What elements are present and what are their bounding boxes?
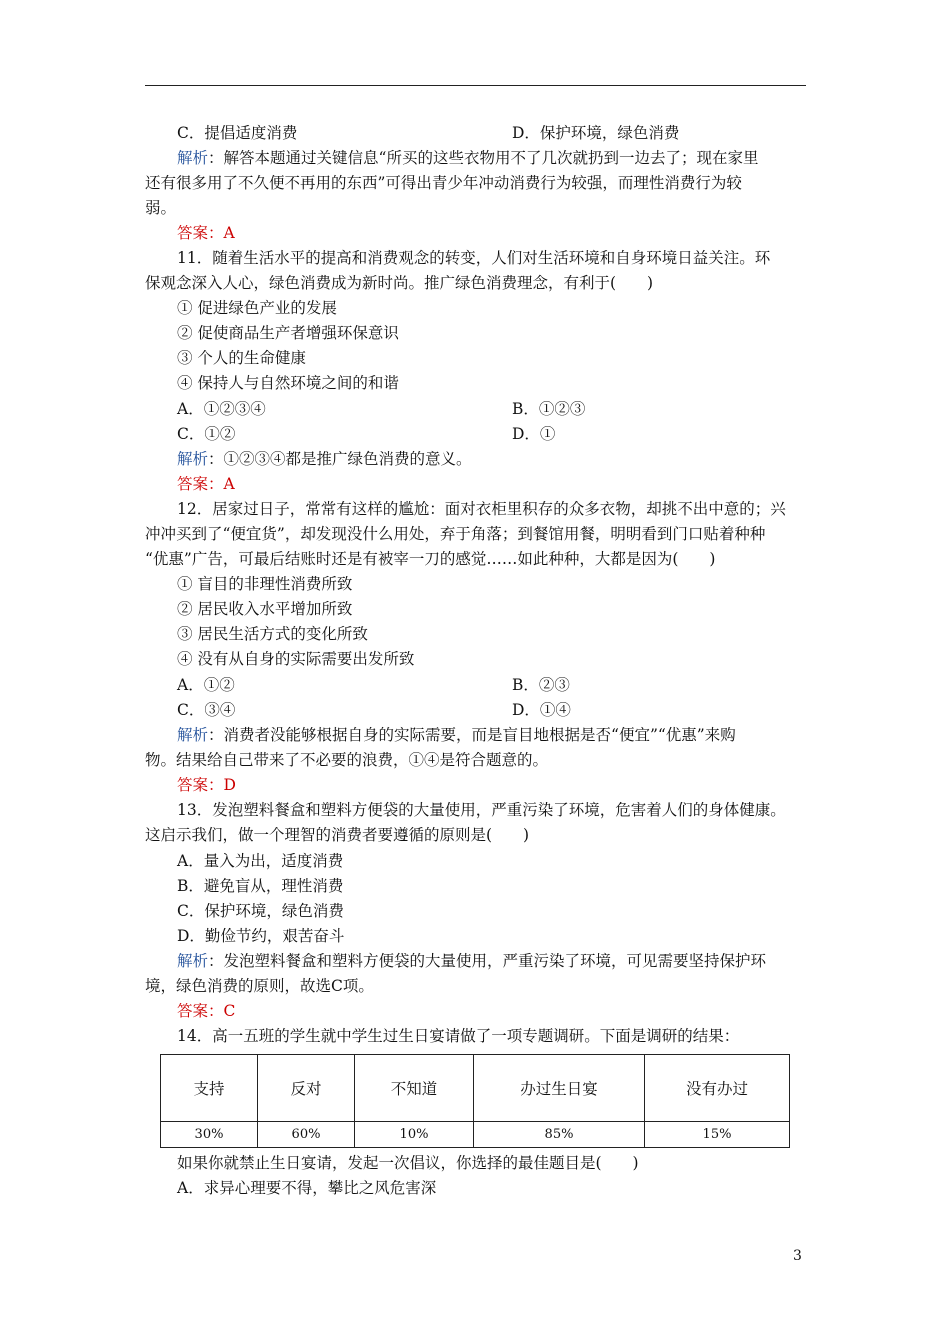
- q11-answer: 答案：A: [177, 475, 235, 493]
- q11-option-d: D．①: [512, 425, 556, 443]
- table-cell: 15%: [645, 1122, 790, 1148]
- q13-stem-line1: 13．发泡塑料餐盒和塑料方便袋的大量使用，严重污染了环境，危害着人们的身体健康。: [177, 801, 786, 819]
- q11-item-4: ④ 保持人与自然环境之间的和谐: [177, 374, 399, 392]
- q12-item-1: ① 盲目的非理性消费所致: [177, 575, 353, 593]
- q10-analysis-line3: 弱。: [145, 199, 177, 217]
- header-rule: [145, 85, 806, 86]
- q11-analysis: [177, 449, 806, 469]
- q12-item-4: ④ 没有从自身的实际需要出发所致: [177, 650, 415, 668]
- table-cell: 85%: [474, 1122, 645, 1148]
- q13-answer: 答案：C: [177, 1002, 236, 1020]
- q12-analysis-line1: [177, 725, 806, 745]
- q14-option-a: A．求异心理要不得，攀比之风危害深: [177, 1179, 437, 1197]
- analysis-label: 解析: [177, 149, 209, 167]
- q12-answer: 答案：D: [177, 776, 236, 794]
- analysis-label: 解析: [177, 450, 209, 468]
- q13-option-c: C．保护环境，绿色消费: [177, 902, 344, 920]
- analysis-label: 解析: [177, 952, 209, 970]
- q13-analysis-line1: [177, 951, 806, 971]
- q10-analysis-line2: 还有很多用了不久便不再用的东西”可得出青少年冲动消费行为较强，而理性消费行为较: [145, 174, 742, 192]
- q12-stem-line1: 12．居家过日子，常常有这样的尴尬：面对衣柜里积存的众多衣物，却挑不出中意的；兴: [177, 500, 786, 518]
- q13-stem-line2: 这启示我们，做一个理智的消费者要遵循的原则是( ): [145, 826, 530, 844]
- q13-option-b: B．避免盲从，理性消费: [177, 877, 344, 895]
- q10-option-d: D．保护环境，绿色消费: [512, 124, 680, 142]
- q11-item-1: ① 促进绿色产业的发展: [177, 299, 337, 317]
- q10-analysis-line1: [177, 148, 806, 168]
- q12-options-row-ab: [177, 675, 806, 695]
- q12-option-a: A．①②: [177, 676, 235, 694]
- q11-item-2: ② 促使商品生产者增强环保意识: [177, 324, 399, 342]
- q11-stem-line2: 保观念深入人心，绿色消费成为新时尚。推广绿色消费理念，有利于( ): [145, 274, 654, 292]
- q14-prompt: 如果你就禁止生日宴请，发起一次倡议，你选择的最佳题目是( ): [177, 1154, 639, 1172]
- q12-analysis-line2: 物。结果给自己带来了不必要的浪费，①④是符合题意的。: [145, 751, 549, 769]
- analysis-label: 解析: [177, 726, 209, 744]
- analysis-text: ：①②③④都是推广绿色消费的意义。: [208, 450, 472, 468]
- q12-option-b: B．②③: [512, 676, 570, 694]
- q10-option-c: C．提倡适度消费: [177, 124, 298, 142]
- table-header-cell: 没有办过: [645, 1055, 790, 1122]
- q12-item-3: ③ 居民生活方式的变化所致: [177, 625, 368, 643]
- q13-option-d: D．勤俭节约，艰苦奋斗: [177, 927, 345, 945]
- q11-option-b: B．①②③: [512, 400, 586, 418]
- table-cell: 10%: [355, 1122, 474, 1148]
- q11-option-c: C．①②: [177, 425, 236, 443]
- q13-analysis-line2: 境，绿色消费的原则，故选C项。: [145, 977, 374, 995]
- table-row: [161, 1122, 790, 1148]
- page-number: 3: [793, 1248, 802, 1264]
- q11-item-3: ③ 个人的生命健康: [177, 349, 306, 367]
- q12-options-row-cd: [177, 700, 806, 720]
- table-cell: 60%: [258, 1122, 355, 1148]
- table-header-cell: 反对: [258, 1055, 355, 1122]
- q11-option-a: A．①②③④: [177, 400, 266, 418]
- q13-option-a: A．量入为出，适度消费: [177, 852, 344, 870]
- survey-table: [160, 1054, 790, 1148]
- q12-option-c: C．③④: [177, 701, 236, 719]
- table-cell: 30%: [161, 1122, 258, 1148]
- q12-item-2: ② 居民收入水平增加所致: [177, 600, 353, 618]
- q10-options-row: [177, 123, 806, 143]
- q12-stem-line2: 冲冲买到了“便宜货”，却发现没什么用处，弃于角落；到餐馆用餐，明明看到门口贴着种种: [145, 525, 766, 543]
- table-header-row: [161, 1055, 790, 1122]
- q14-stem: 14．高一五班的学生就中学生过生日宴请做了一项专题调研。下面是调研的结果：: [177, 1027, 740, 1045]
- table-header-cell: 支持: [161, 1055, 258, 1122]
- q12-option-d: D．①④: [512, 701, 571, 719]
- q10-answer: 答案：A: [177, 224, 235, 242]
- q11-options-row-ab: [177, 399, 806, 419]
- analysis-text: ：解答本题通过关键信息“所买的这些衣物用不了几次就扔到一边去了；现在家里: [208, 149, 759, 167]
- analysis-text: ：消费者没能够根据自身的实际需要，而是盲目地根据是否“便宜”“优惠”来购: [208, 726, 736, 744]
- analysis-text: ：发泡塑料餐盒和塑料方便袋的大量使用，严重污染了环境，可见需要坚持保护环: [208, 952, 767, 970]
- table-header-cell: 不知道: [355, 1055, 474, 1122]
- q11-stem-line1: 11．随着生活水平的提高和消费观念的转变，人们对生活环境和自身环境日益关注。环: [177, 249, 771, 267]
- table-header-cell: 办过生日宴: [474, 1055, 645, 1122]
- q12-stem-line3: “优惠”广告，可最后结账时还是有被宰一刀的感觉……如此种种，大都是因为( ): [145, 550, 716, 568]
- q11-options-row-cd: [177, 424, 806, 444]
